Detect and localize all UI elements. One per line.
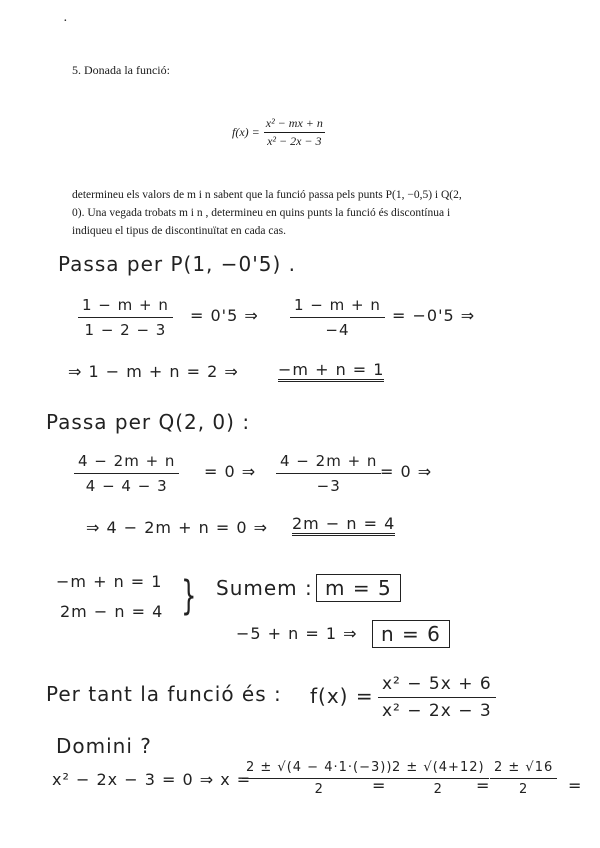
p-line-3: ⇒ 1 − m + n = 2 ⇒	[68, 362, 239, 381]
domain-fraction-3-den: 2	[518, 782, 529, 797]
p-result: −m + n = 1	[278, 360, 384, 382]
p-equals-2: = −0'5 ⇒	[392, 306, 476, 325]
n-value-box: n = 6	[372, 620, 450, 648]
domain-fraction-1-num: 2 ± √(4 − 4·1·(−3))	[242, 760, 396, 779]
formula-denominator: x² − 2x − 3	[267, 134, 322, 148]
domain-fraction-2-num: 2 ± √(4+12)	[388, 760, 489, 779]
pertant-heading: Per tant la funció és :	[46, 682, 282, 706]
q-fraction-1-den: 4 − 4 − 3	[85, 477, 168, 495]
final-lhs: f(x) =	[310, 684, 374, 708]
domain-fraction-1-den: 2	[314, 782, 324, 797]
domini-heading: Domini ?	[56, 734, 152, 758]
p-fraction-1-den: 1 − 2 − 3	[84, 321, 167, 339]
substitution-line: −5 + n = 1 ⇒	[236, 624, 358, 643]
q-fraction-2-num: 4 − 2m + n	[276, 452, 381, 474]
final-numerator: x² − 5x + 6	[378, 674, 496, 698]
p-fraction-2-num: 1 − m + n	[290, 296, 385, 318]
q-fraction-1-num: 4 − 2m + n	[74, 452, 179, 474]
given-function-formula	[232, 116, 325, 149]
page-mark: ·	[63, 14, 68, 29]
final-fraction	[378, 674, 496, 721]
domain-fraction-3-num: 2 ± √16	[490, 760, 557, 779]
equals-sign-1: =	[372, 776, 387, 795]
prose-line-3: indiqueu el tipus de discontinuïtat en cada cas.	[72, 225, 286, 237]
system-brace: }	[181, 573, 197, 619]
domain-equation: x² − 2x − 3 = 0 ⇒ x =	[52, 770, 252, 789]
formula-lhs: f(x) =	[232, 125, 260, 139]
prose-line-1: determineu els valors de m i n sabent que la funció passa pels punts P(1, −0,5) i Q(2,	[72, 189, 462, 201]
domain-fraction-2-den: 2	[433, 782, 443, 797]
formula-fraction	[264, 116, 325, 149]
q-fraction-2-den: −3	[316, 477, 341, 495]
domain-fraction-3	[490, 760, 557, 797]
passa-q-heading: Passa per Q(2, 0) :	[46, 410, 251, 434]
q-fraction-1	[74, 452, 179, 495]
prose-line-2: 0). Una vegada trobats m i n , determineu en quins punts la funció és discontínua i	[72, 207, 451, 219]
system-eq-2: 2m − n = 4	[60, 602, 164, 621]
m-value-box: m = 5	[316, 574, 401, 602]
p-fraction-1-num: 1 − m + n	[78, 296, 173, 318]
p-fraction-2-den: −4	[325, 321, 350, 339]
question-title: 5. Donada la funció:	[72, 63, 170, 77]
equals-sign-2: =	[476, 776, 491, 795]
p-fraction-2	[290, 296, 385, 339]
q-equals-2: = 0 ⇒	[380, 462, 433, 481]
domain-fraction-2	[388, 760, 489, 797]
q-result: 2m − n = 4	[292, 514, 395, 536]
p-equals-1: = 0'5 ⇒	[190, 306, 259, 325]
equals-sign-3: =	[568, 776, 583, 795]
q-line-3: ⇒ 4 − 2m + n = 0 ⇒	[86, 518, 268, 537]
system-eq-1: −m + n = 1	[56, 572, 163, 591]
p-fraction-1	[78, 296, 173, 339]
sumem-label: Sumem :	[216, 576, 313, 600]
formula-numerator: x² − mx + n	[264, 116, 325, 133]
q-equals-1: = 0 ⇒	[204, 462, 257, 481]
passa-p-heading: Passa per P(1, −0'5) .	[58, 252, 296, 276]
q-fraction-2	[276, 452, 381, 495]
final-denominator: x² − 2x − 3	[382, 701, 492, 721]
question-prose	[72, 186, 512, 240]
